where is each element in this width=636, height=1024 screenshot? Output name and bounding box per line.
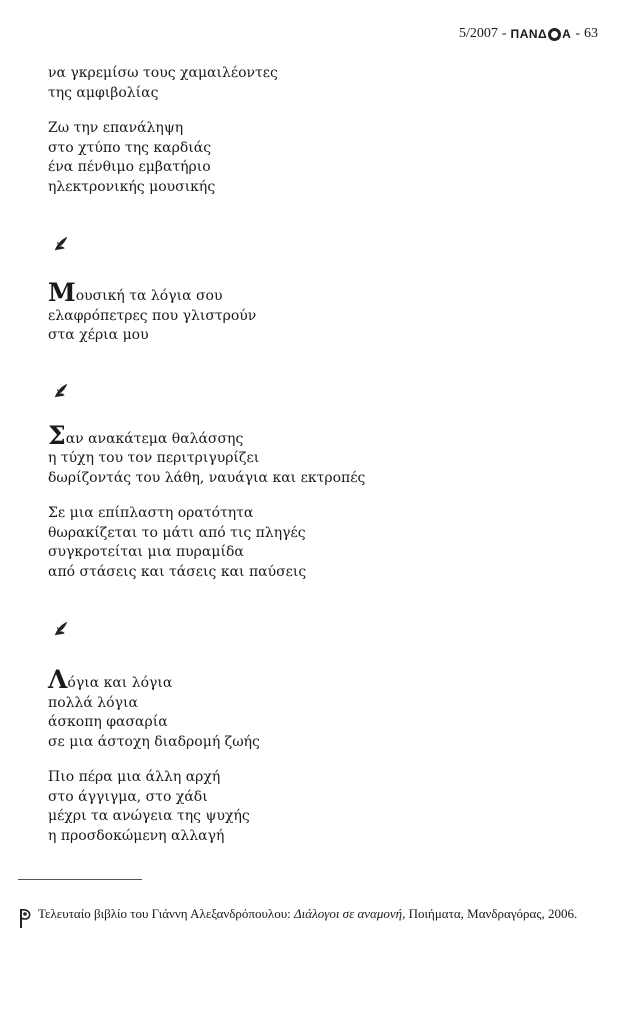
- poem-line: ελαφρόπετρες που γλιστρούν: [48, 307, 257, 324]
- header-separator: -: [501, 26, 507, 41]
- section-break: [48, 213, 608, 283]
- butterfly-icon: [52, 620, 70, 638]
- poem-line: [48, 420, 608, 450]
- page-number: 63: [584, 26, 598, 41]
- poem-line: θωρακίζεται το μάτι από τις πληγές: [48, 524, 306, 541]
- poem-line: συγκροτείται μια πυραμίδα: [48, 544, 244, 560]
- drop-initial: Λ: [48, 665, 68, 694]
- poem-line: πολλά λόγια: [48, 694, 138, 711]
- magazine-name: [511, 27, 572, 41]
- footnote-book-title: Διάλογοι σε αναμονή: [294, 906, 403, 921]
- butterfly-icon: [52, 235, 70, 253]
- section-break: [48, 362, 608, 426]
- poem-line: σε μια άστοχη διαδρομή ζωής: [48, 733, 260, 750]
- poem-line: ένα πένθιμο εμβατήριο: [48, 159, 211, 175]
- poem-line: να γκρεμίσω τους χαμαιλέοντες: [48, 65, 278, 81]
- poem-line-text: αν ανακάτεμα θαλάσσης: [65, 430, 244, 447]
- drop-initial: Σ: [48, 420, 66, 450]
- footnote-marker-icon: [18, 907, 32, 929]
- poem-line: δωρίζοντάς του λάθη, ναυάγια και εκτροπές: [48, 469, 366, 486]
- poem-line: [48, 665, 608, 694]
- stanza: [48, 278, 608, 346]
- header-separator: -: [575, 26, 580, 41]
- poem-line: στο χτύπο της καρδιάς: [48, 139, 212, 156]
- stanza: [48, 665, 608, 752]
- footnote: [18, 906, 590, 922]
- page-header: [459, 26, 598, 42]
- stanza: [48, 768, 608, 846]
- section-break: [48, 598, 608, 670]
- issue-label: 5/2007: [458, 26, 498, 41]
- poem-line: η τύχη του τον περιτριγυρίζει: [48, 450, 260, 466]
- poem-line: [48, 278, 608, 307]
- poem-line: στα χέρια μου: [48, 327, 149, 343]
- poem-line: μέχρι τα ανώγεια της ψυχής: [48, 808, 250, 824]
- drop-initial: Μ: [48, 278, 76, 307]
- poem-line: από στάσεις και τάσεις και παύσεις: [48, 563, 307, 580]
- footnote-suffix: , Ποιήματα, Μανδραγόρας, 2006.: [402, 906, 578, 921]
- magazine-name-part3: Α: [562, 27, 572, 41]
- poem-line-text: ουσική τα λόγια σου: [75, 288, 223, 304]
- poem-line: η προσδοκώμενη αλλαγή: [48, 827, 225, 844]
- footnote-text: [38, 906, 590, 922]
- stanza: [48, 420, 608, 489]
- poem-line: της αμφιβολίας: [48, 84, 159, 101]
- poem-line: Σε μια επίπλαστη ορατότητα: [48, 505, 254, 521]
- poem-line: στο άγγιγμα, στο χάδι: [48, 788, 208, 805]
- stanza: [48, 64, 608, 103]
- stanza: [48, 504, 608, 582]
- poem-line: Ζω την επανάληψη: [48, 120, 184, 136]
- poem-line: άσκοπη φασαρία: [48, 714, 168, 730]
- poem-line-text: όγια και λόγια: [67, 675, 173, 691]
- footnote-prefix: Τελευταίο βιβλίο του Γιάννη Αλεξανδρόπουλου:: [38, 906, 294, 921]
- poem-line: Πιο πέρα μια άλλη αρχή: [48, 769, 221, 785]
- footnote-divider: [18, 879, 142, 880]
- stanza: [48, 119, 608, 197]
- poem-line: ηλεκτρονικής μουσικής: [48, 178, 216, 195]
- poem-body: [48, 64, 608, 862]
- butterfly-icon: [52, 382, 70, 400]
- magazine-name-part1: ΠΑΝΔ: [510, 27, 548, 41]
- magazine-logo-icon: [548, 28, 561, 41]
